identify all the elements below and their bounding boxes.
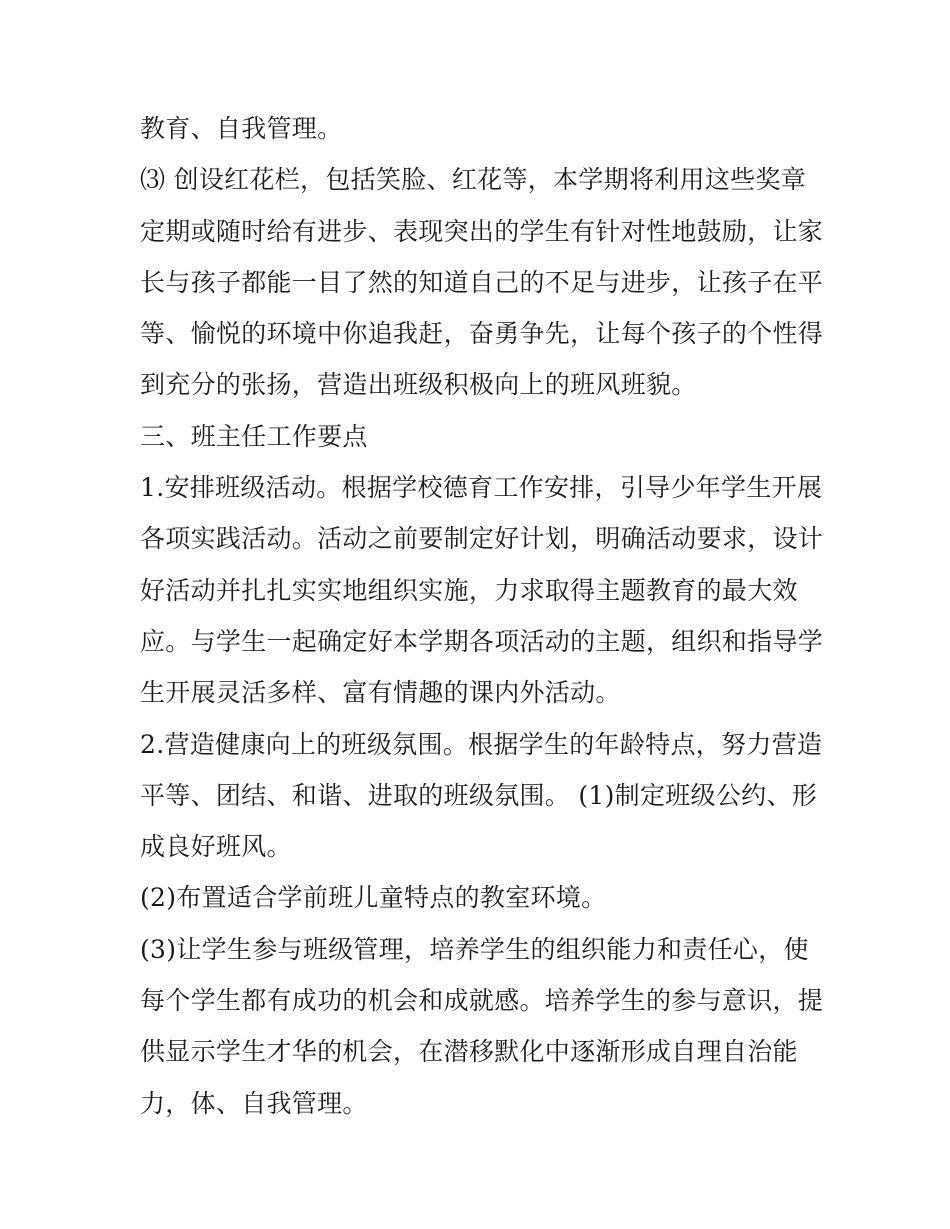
text-line: 定期或随时给有进步、表现突出的学生有针对性地鼓励，让家	[140, 216, 824, 246]
text-line: 生开展灵活多样、富有情趣的课内外活动。	[140, 678, 621, 708]
text-line: 供显示学生才华的机会，在潜移默化中逐渐形成自理自治能	[140, 1037, 798, 1067]
document-body	[140, 103, 824, 1129]
text-line: 成良好班风。	[140, 832, 292, 862]
text-line: (2)布置适合学前班儿童特点的教室环境。	[140, 883, 607, 913]
text-line: 力，体、自我管理。	[140, 1088, 368, 1118]
text-line: 好活动并扎扎实实地组织实施，力求取得主题教育的最大效	[140, 575, 798, 605]
text-line: (3)让学生参与班级管理，培养学生的组织能力和责任心，使	[140, 934, 809, 964]
text-line: 平等、团结、和谐、进取的班级氛围。 (1)制定班级公约、形	[140, 780, 818, 810]
text-line: 每个学生都有成功的机会和成就感。培养学生的参与意识，提	[140, 986, 824, 1016]
text-line: 长与孩子都能一目了然的知道自己的不足与进步，让孩子在平	[140, 267, 824, 297]
text-line: 教育、自我管理。	[140, 114, 343, 143]
text-line: ⑶ 创设红花栏，包括笑脸、红花等，本学期将利用这些奖章	[140, 165, 807, 195]
text-line: 应。与学生一起确定好本学期各项活动的主题，组织和指导学	[140, 626, 824, 656]
text-line: 各项实践活动。活动之前要制定好计划，明确活动要求，设计	[140, 524, 824, 554]
text-line: 1.安排班级活动。根据学校德育工作安排，引导少年学生开展	[140, 473, 823, 503]
text-line: 2.营造健康向上的班级氛围。根据学生的年龄特点，努力营造	[140, 729, 823, 759]
text-line: 到充分的张扬，营造出班级积极向上的班风班貌。	[140, 370, 697, 400]
section-heading: 三、班主任工作要点	[140, 421, 368, 451]
text-line: 等、愉悦的环境中你追我赶，奋勇争先，让每个孩子的个性得	[140, 319, 824, 349]
